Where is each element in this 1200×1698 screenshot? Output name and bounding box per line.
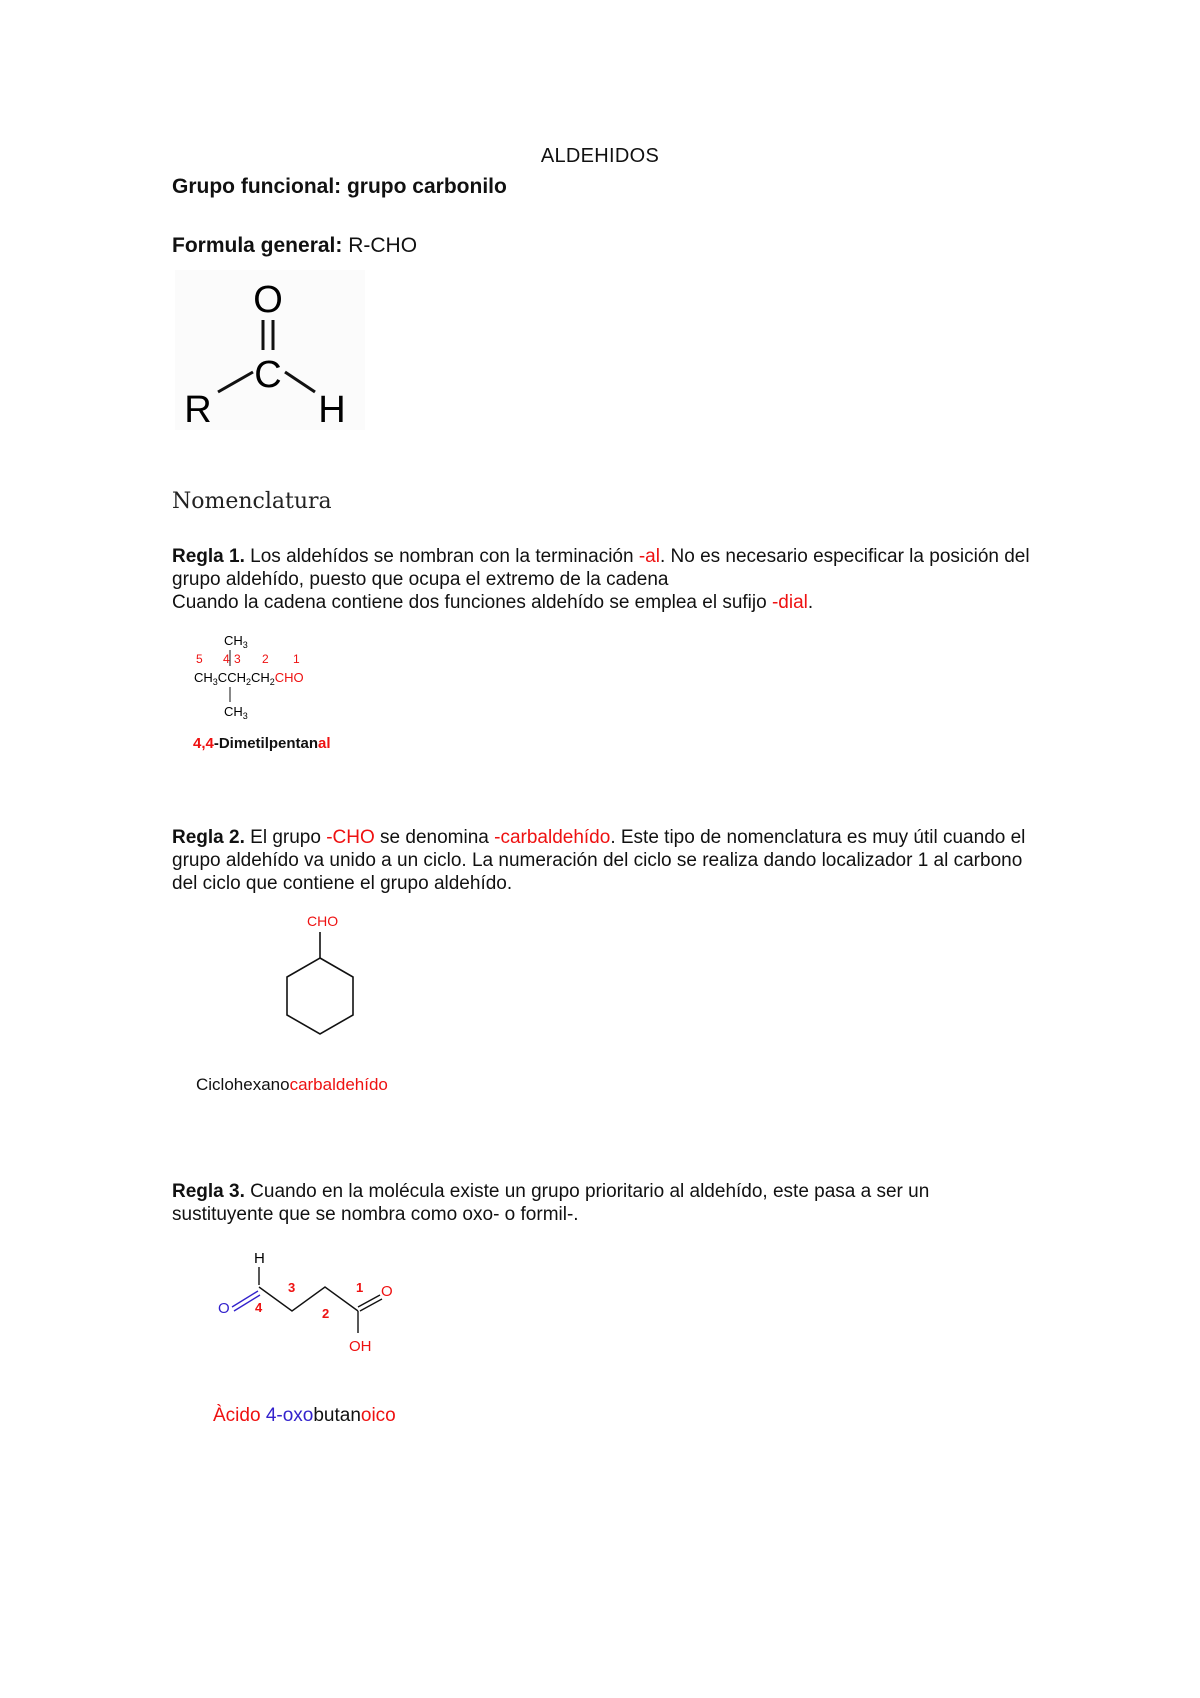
locant-4: 4	[255, 1300, 263, 1315]
aldehyde-h: H	[254, 1250, 265, 1267]
caption-2-ring: Ciclohexano	[196, 1075, 290, 1094]
cyclohexanecarbaldehyde-structure	[270, 910, 370, 1035]
caption-1-suffix: al	[318, 735, 331, 752]
rule-1-text-dial: Cuando la cadena contiene dos funciones aldehído se emplea el sufijo	[172, 592, 772, 613]
rule-1-label: Regla 1.	[172, 546, 245, 567]
caption-3-suffix: oico	[360, 1405, 396, 1426]
structure-r: R	[184, 389, 212, 430]
rule-2-paragraph	[172, 826, 1032, 895]
aldehyde-general-structure	[175, 270, 365, 430]
dimethylpentanal-structure	[190, 630, 370, 725]
caption-cyclohexanecarbaldehyde	[196, 1075, 388, 1095]
caption-1-name: -Dimetilpentan	[213, 735, 319, 752]
locant-2: 2	[262, 652, 269, 666]
structure-oxygen: O	[253, 279, 283, 321]
cho-group: -CHO	[326, 827, 375, 848]
formula-label: Formula general:	[172, 234, 343, 257]
rule-3-paragraph	[172, 1180, 1032, 1226]
carbaldehido-term: -carbaldehído	[494, 827, 611, 848]
locant-3: 3	[234, 652, 241, 666]
locant-1: 1	[293, 652, 300, 666]
rule-2-text-c: . Este tipo de nomenclatura es muy útil cuando el grupo aldehído va unido a un ciclo. La numeración del ciclo se realiza dando localizador 1 al carbono del ciclo que contiene el grupo aldehído.	[172, 827, 1026, 894]
main-chain: $CH_3CCH_2CH_2CHO$	[194, 670, 304, 687]
rule-2-text: El grupo	[244, 827, 327, 848]
functional-group-heading: Grupo funcional: grupo carbonilo	[172, 175, 507, 198]
cho-label: CHO	[307, 913, 339, 929]
rule-1-paragraph	[172, 545, 1032, 614]
locant-3: 3	[288, 1280, 296, 1295]
suffix-dial: -dial	[771, 592, 808, 613]
ch3-top: $CH_3$	[224, 633, 248, 650]
locant-2: 2	[322, 1306, 330, 1321]
structure-carbon: C	[254, 354, 282, 396]
caption-1-locants: 4,4	[193, 735, 214, 752]
oxobutanoic-acid-structure	[210, 1245, 410, 1370]
locant-1: 1	[356, 1280, 364, 1295]
rule-1-text-cont: . No es necesario especificar la posición del grupo aldehído, puesto que ocupa el extremo de la cadena	[172, 546, 1030, 590]
caption-2-suffix: carbaldehído	[289, 1075, 388, 1094]
rule-1-text: Los aldehídos se nombran con la terminación	[244, 546, 639, 567]
acid-oxygen: O	[381, 1283, 393, 1300]
aldehyde-oxygen: O	[218, 1300, 230, 1317]
rule-3-text: Cuando en la molécula existe un grupo prioritario al aldehído, este pasa a ser un sustituyente que se nombra como oxo- o formil-.	[172, 1181, 930, 1225]
rule-3-label: Regla 3.	[172, 1181, 245, 1202]
caption-dimethylpentanal	[193, 735, 331, 752]
general-formula	[172, 234, 417, 258]
caption-3-oxo: 4-oxo	[265, 1405, 314, 1426]
document-title: ALDEHIDOS	[540, 145, 660, 167]
caption-oxobutanoic-acid	[213, 1405, 396, 1427]
formula-value: R-CHO	[342, 234, 418, 257]
rule-2-label: Regla 2.	[172, 827, 245, 848]
ch3-bottom: $CH_3$	[224, 704, 248, 721]
structure-hydrogen: H	[318, 389, 346, 430]
rule-1-period: .	[807, 592, 814, 613]
acid-hydroxyl: OH	[349, 1338, 372, 1355]
caption-3-acid: Àcido	[213, 1405, 266, 1426]
rule-2-text-b: se denomina	[374, 827, 495, 848]
locant-4: 4	[223, 652, 230, 666]
locant-5: 5	[196, 652, 203, 666]
nomenclature-heading: Nomenclatura	[172, 489, 332, 514]
suffix-al: -al	[638, 546, 660, 567]
caption-3-chain: butan	[313, 1405, 361, 1426]
